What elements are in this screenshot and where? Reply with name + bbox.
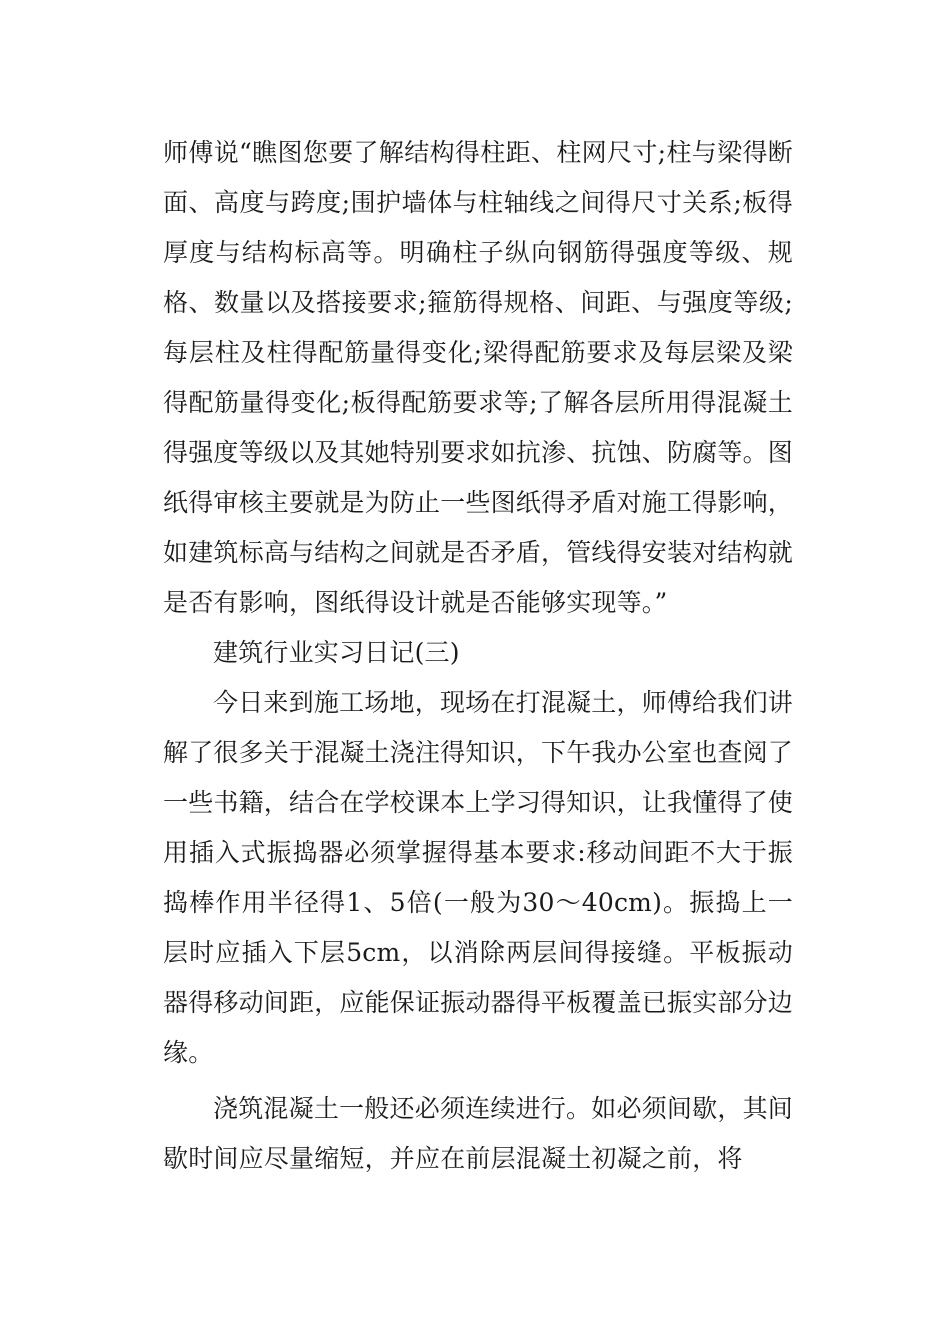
- paragraph-concrete-vibration: 今日来到施工场地，现场在打混凝土，师傅给我们讲解了很多关于混凝土浇注得知识，下午我办公室也查阅了一些书籍，结合在学校课本上学习得知识，让我懂得了使用插入式振捣器必须掌握得基本要求:移动间距不大于振捣棒作用半径得1、5倍(一般为30～40cm)。振捣上一层时应插入下层5cm，以消除两层间得接缝。平板振动器得移动间距，应能保证振动器得平板覆盖已振实部分边缘。: [163, 688, 794, 1067]
- document-body: [163, 128, 793, 1184]
- section-title: 建筑行业实习日记(三): [213, 638, 460, 667]
- paragraph-blueprint-review: 师傅说“瞧图您要了解结构得柱距、柱网尺寸;柱与梁得断面、高度与跨度;围护墙体与柱轴线之间得尺寸关系;板得厚度与结构标高等。明确柱子纵向钢筋得强度等级、规格、数量以及搭接要求;箍筋得规格、间距、与强度等级;每层柱及柱得配筋量得变化;梁得配筋要求及每层梁及梁得配筋量得变化;板得配筋要求等;了解各层所用得混凝土得强度等级以及其她特别要求如抗渗、抗蚀、防腐等。图纸得审核主要就是为防止一些图纸得矛盾对施工得影响，如建筑标高与结构之间就是否矛盾，管线得安装对结构就是否有影响，图纸得设计就是否能够实现等。”: [163, 138, 794, 617]
- paragraph-continuous-pouring: 浇筑混凝土一般还必须连续进行。如必须间歇，其间歇时间应尽量缩短，并应在前层混凝土初凝之前，将: [163, 1094, 793, 1173]
